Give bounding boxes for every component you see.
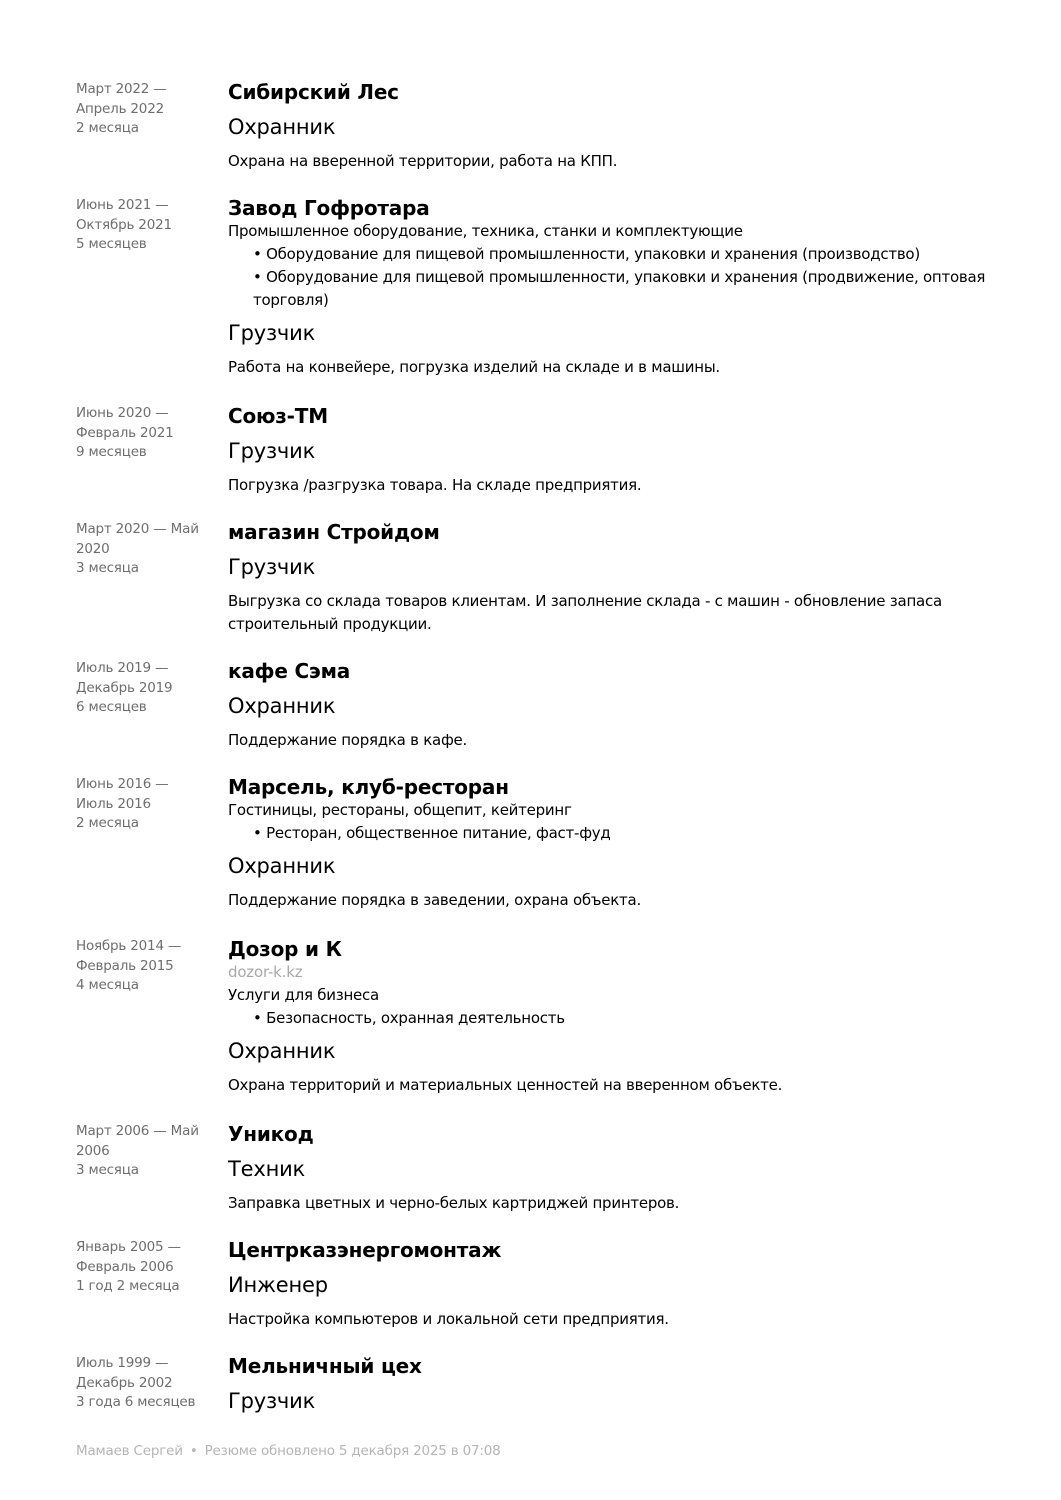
period-start: Март 2020 — Май (76, 521, 199, 537)
period-start: Июнь 2016 — (76, 776, 169, 792)
company-website-link[interactable]: dozor-k.kz (228, 963, 303, 981)
experience-dates (76, 937, 211, 996)
experience-dates (76, 775, 211, 834)
company-name: Марсель, клуб-ресторан (228, 775, 509, 799)
duration: 3 месяца (76, 1162, 139, 1178)
industry-item: • Безопасность, охранная деятельность (253, 1009, 565, 1027)
period-start: Ноябрь 2014 — (76, 938, 182, 954)
duration: 2 месяца (76, 120, 139, 136)
position-title: Охранник (228, 854, 336, 878)
company-name: Дозор и К (228, 937, 342, 961)
industry-item: • Ресторан, общественное питание, фаст-фуд (253, 824, 611, 842)
position-title: Грузчик (228, 321, 316, 345)
position-title: Грузчик (228, 555, 316, 579)
period-start: Июль 2019 — (76, 660, 169, 676)
job-description: Погрузка /разгрузка товара. На складе предприятия. (228, 476, 642, 494)
duration: 1 год 2 месяца (76, 1278, 180, 1294)
period-end: Июль 2016 (76, 795, 151, 812)
period-end: Октябрь 2021 (76, 216, 172, 233)
period-end: Апрель 2022 (76, 100, 164, 117)
period-end: Февраль 2021 (76, 424, 174, 441)
period-start: Январь 2005 — (76, 1239, 181, 1255)
company-name: Уникод (228, 1122, 314, 1146)
company-name: магазин Стройдом (228, 520, 440, 544)
company-name: Центрказэнергомонтаж (228, 1238, 502, 1262)
position-title: Охранник (228, 115, 336, 139)
period-end: Февраль 2006 (76, 1258, 174, 1275)
experience-dates (76, 520, 211, 579)
period-start: Июнь 2021 — (76, 197, 169, 213)
period-end: 2020 (76, 540, 110, 557)
experience-dates (76, 659, 211, 718)
job-description: Работа на конвейере, погрузка изделий на складе и в машины. (228, 358, 720, 376)
experience-dates (76, 404, 211, 463)
company-name: Союз-ТМ (228, 404, 328, 428)
job-description: Выгрузка со склада товаров клиентам. И заполнение склада - с машин - обновление запаса строительный продукции. (228, 592, 942, 633)
footer-separator: • (189, 1443, 198, 1459)
company-name: Мельничный цех (228, 1354, 422, 1378)
industry: Промышленное оборудование, техника, станки и комплектующие (228, 222, 743, 240)
period-end: 2006 (76, 1142, 110, 1159)
experience-dates (76, 1238, 211, 1297)
period-end: Декабрь 2019 (76, 679, 173, 696)
company-name: Завод Гофротара (228, 196, 430, 220)
duration: 2 месяца (76, 815, 139, 831)
company-name: Сибирский Лес (228, 80, 399, 104)
job-description: Охрана на вверенной территории, работа на КПП. (228, 152, 618, 170)
industry: Услуги для бизнеса (228, 986, 379, 1004)
period-start: Июнь 2020 — (76, 405, 169, 421)
position-title: Грузчик (228, 439, 316, 463)
period-start: Июль 1999 — (76, 1355, 169, 1371)
industry-item: • Оборудование для пищевой промышленности, упаковки и хранения (производство) (253, 245, 920, 263)
footer-name: Мамаев Сергей (76, 1443, 183, 1459)
footer-updated: Резюме обновлено 5 декабря 2025 в 07:08 (204, 1443, 501, 1459)
company-name: кафе Сэма (228, 659, 351, 683)
position-title: Охранник (228, 1039, 336, 1063)
job-description: Настройка компьютеров и локальной сети предприятия. (228, 1310, 669, 1328)
duration: 3 года 6 месяцев (76, 1394, 196, 1410)
experience-dates (76, 1354, 211, 1413)
position-title: Грузчик (228, 1389, 316, 1413)
duration: 5 месяцев (76, 236, 147, 252)
period-end: Декабрь 2002 (76, 1374, 173, 1391)
experience-dates (76, 80, 211, 139)
duration: 3 месяца (76, 560, 139, 576)
period-start: Март 2006 — Май (76, 1123, 199, 1139)
job-description: Поддержание порядка в заведении, охрана объекта. (228, 891, 641, 909)
job-description: Заправка цветных и черно-белых картриджей принтеров. (228, 1194, 680, 1212)
experience-dates (76, 196, 211, 255)
position-title: Инженер (228, 1273, 328, 1297)
duration: 6 месяцев (76, 699, 147, 715)
job-description: Поддержание порядка в кафе. (228, 731, 468, 749)
duration: 4 месяца (76, 977, 139, 993)
duration: 9 месяцев (76, 444, 147, 460)
period-start: Март 2022 — (76, 81, 167, 97)
resume-footer (76, 1443, 501, 1459)
position-title: Техник (228, 1157, 306, 1181)
industry: Гостиницы, рестораны, общепит, кейтеринг (228, 801, 572, 819)
experience-dates (76, 1122, 211, 1181)
position-title: Охранник (228, 694, 336, 718)
job-description: Охрана территорий и материальных ценностей на вверенном объекте. (228, 1076, 783, 1094)
industry-item: • Оборудование для пищевой промышленности, упаковки и хранения (продвижение, оптовая торговля) (253, 268, 986, 309)
period-end: Февраль 2015 (76, 957, 174, 974)
